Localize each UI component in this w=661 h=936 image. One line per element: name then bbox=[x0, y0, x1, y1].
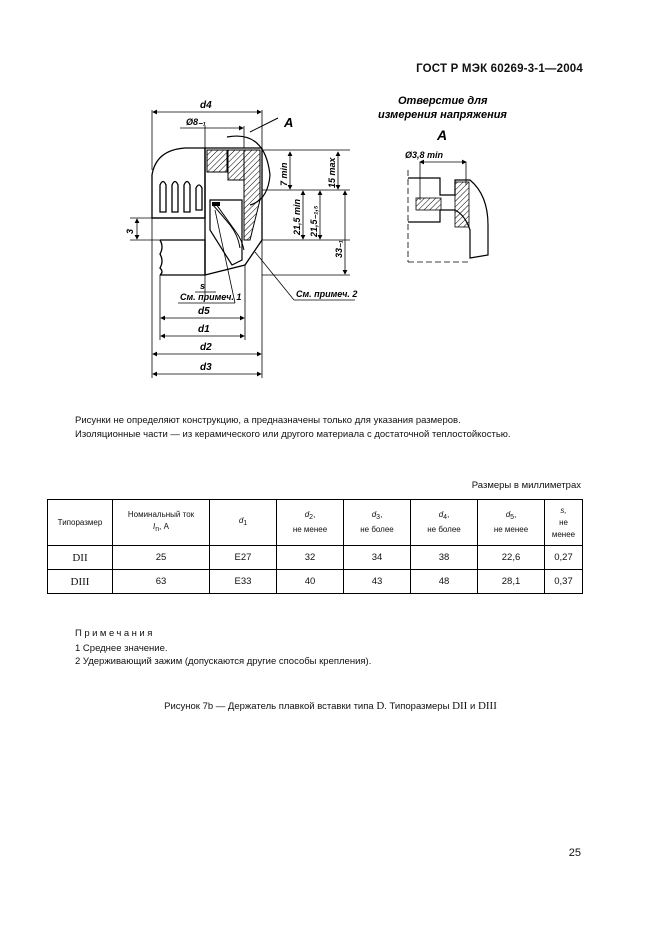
dim-hole: Ø8₋₁ bbox=[186, 117, 206, 127]
dim-15max: 15 max bbox=[327, 157, 337, 188]
sizes-table bbox=[47, 499, 583, 594]
dim-21-5-min: 21,5 min bbox=[292, 198, 302, 235]
dim-d3: d3 bbox=[200, 362, 212, 373]
table-row bbox=[48, 570, 583, 594]
header-s: s, не менее bbox=[545, 500, 583, 546]
cell-current: 25 bbox=[113, 546, 210, 570]
cell-d1: E27 bbox=[210, 546, 277, 570]
header-d1: d1 bbox=[210, 500, 277, 546]
dim-d1: d1 bbox=[198, 324, 210, 335]
cell-d2: 40 bbox=[277, 570, 344, 594]
header-d2: d2, не менее bbox=[277, 500, 344, 546]
table-header-row bbox=[48, 500, 583, 546]
paragraph-line2: Изоляционные части — из керамического или другого материала с достаточной теплостойкостью. bbox=[75, 429, 511, 440]
detail-title-2: измерения напряжения bbox=[378, 109, 507, 121]
dim-7min: 7 min bbox=[279, 162, 289, 186]
label-note2: См. примеч. 2 bbox=[296, 289, 358, 299]
dim-21-5-tol: 21,5₋₁,₅ bbox=[309, 205, 319, 237]
cell-d4: 38 bbox=[411, 546, 478, 570]
dim-d5: d5 bbox=[198, 306, 210, 317]
cell-size: DIII bbox=[48, 570, 113, 594]
label-note1: См. примеч. 1 bbox=[180, 292, 242, 302]
cell-d2: 32 bbox=[277, 546, 344, 570]
technical-drawing bbox=[0, 0, 661, 400]
header-d4: d4, не более bbox=[411, 500, 478, 546]
notes-title: Примечания bbox=[75, 628, 155, 639]
units-note: Размеры в миллиметрах bbox=[471, 480, 581, 491]
cell-d3: 34 bbox=[344, 546, 411, 570]
detail-letter-A: A bbox=[284, 115, 294, 130]
dim-s: s bbox=[200, 281, 206, 291]
cell-d5: 22,6 bbox=[478, 546, 545, 570]
note-item: 1 Среднее значение. bbox=[75, 643, 168, 654]
cell-d5: 28,1 bbox=[478, 570, 545, 594]
detail-A: A bbox=[437, 127, 448, 143]
header-d5: d5, не менее bbox=[478, 500, 545, 546]
insulator-hatch bbox=[207, 150, 227, 172]
cell-current: 63 bbox=[113, 570, 210, 594]
header-size: Типоразмер bbox=[48, 500, 113, 546]
paragraph-line1: Рисунки не определяют конструкцию, а предназначены только для указания размеров. bbox=[75, 415, 461, 426]
figure-caption: Рисунок 7b — Держатель плавкой вставки типа D. Типоразмеры DII и DIII bbox=[164, 700, 497, 712]
page-number: 25 bbox=[568, 847, 581, 859]
detail-dim: Ø3,8 min bbox=[405, 150, 444, 160]
cell-s: 0,27 bbox=[545, 546, 583, 570]
dim-d4: d4 bbox=[200, 100, 212, 111]
header-current: Номинальный ток In, А bbox=[113, 500, 210, 546]
cell-d3: 43 bbox=[344, 570, 411, 594]
dim-3: 3 bbox=[125, 228, 135, 234]
dim-d2: d2 bbox=[200, 342, 212, 353]
dim-33: 33₋₁ bbox=[334, 240, 344, 258]
cell-size: DII bbox=[48, 546, 113, 570]
notes-list bbox=[75, 642, 371, 668]
cell-d1: E33 bbox=[210, 570, 277, 594]
document-header: ГОСТ Р МЭК 60269-3-1—2004 bbox=[416, 63, 583, 75]
cell-d4: 48 bbox=[411, 570, 478, 594]
header-d3: d3, не более bbox=[344, 500, 411, 546]
table-row bbox=[48, 546, 583, 570]
detail-title-1: Отверстие для bbox=[398, 95, 488, 107]
note-item: 2 Удерживающий зажим (допускаются другие способы крепления). bbox=[75, 656, 372, 667]
cell-s: 0,37 bbox=[545, 570, 583, 594]
